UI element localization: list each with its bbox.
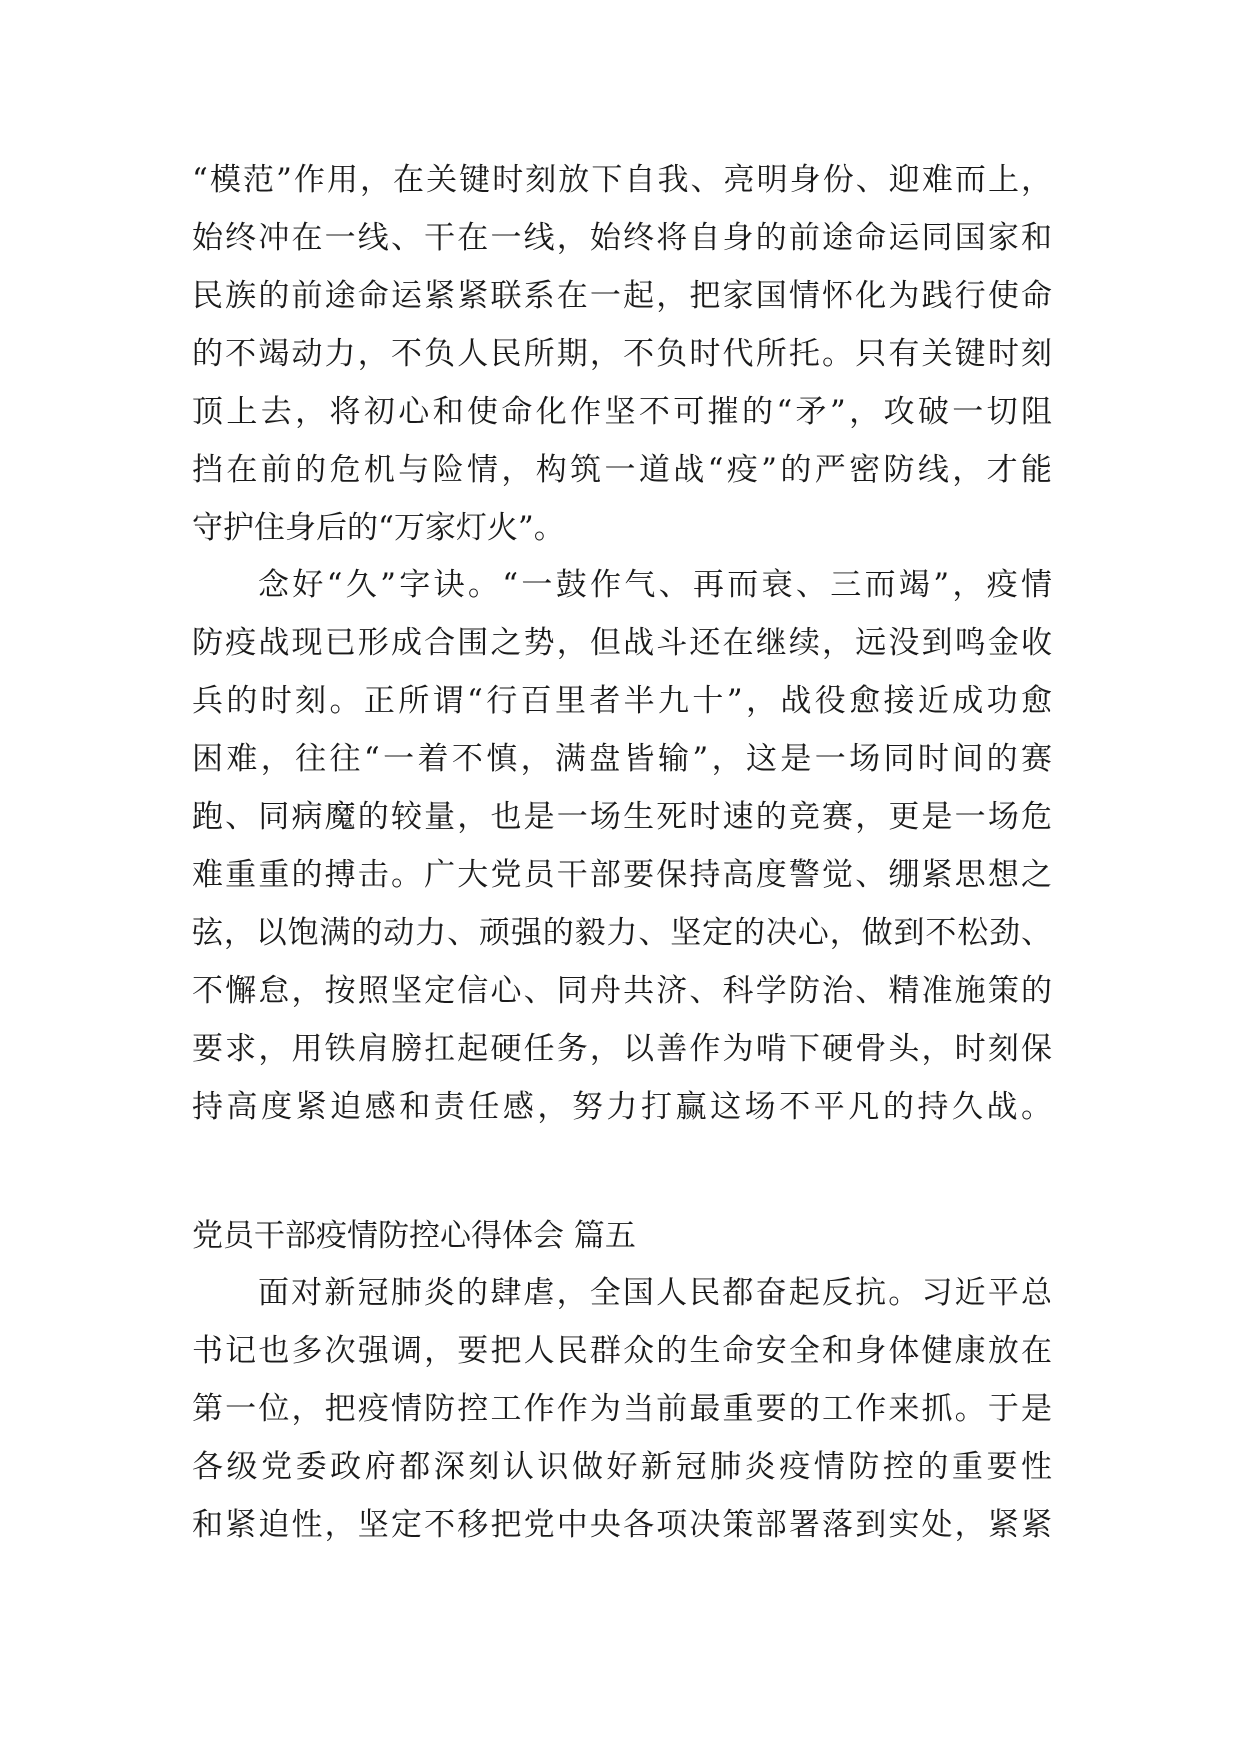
- paragraph-2-line: 念好“久”字诀。“一鼓作气、再而衰、三而竭”，疫情: [258, 567, 1052, 603]
- paragraph-2-line: [192, 1136, 1052, 1194]
- paragraph-2-line: 持高度紧迫感和责任感，努力打赢这场不平凡的持久战。: [192, 1089, 1052, 1125]
- paragraph-3-line: 第一位，把疫情防控工作作为当前最重要的工作来抓。于是: [192, 1391, 1052, 1427]
- paragraph-2-line: 兵的时刻。正所谓“行百里者半九十”，战役愈接近成功愈: [192, 683, 1052, 719]
- paragraph-2-line: 要求，用铁肩膀扛起硬任务，以善作为啃下硬骨头，时刻保: [192, 1031, 1052, 1067]
- paragraph-3-line: 面对新冠肺炎的肆虐，全国人民都奋起反抗。习近平总: [258, 1275, 1052, 1311]
- paragraph-1-line: 民族的前途命运紧紧联系在一起，把家国情怀化为践行使命: [192, 278, 1052, 314]
- paragraph-1: [192, 151, 1052, 557]
- paragraph-3-line: 和紧迫性，坚定不移把党中央各项决策部署落到实处，紧紧: [192, 1507, 1052, 1543]
- paragraph-2-line: 弦，以饱满的动力、顽强的毅力、坚定的决心，做到不松劲、: [192, 915, 1052, 951]
- paragraph-1-line: 挡在前的危机与险情，构筑一道战“疫”的严密防线，才能: [192, 452, 1052, 488]
- paragraph-1-line: 顶上去，将初心和使命化作坚不可摧的“矛”，攻破一切阻: [192, 394, 1052, 430]
- section-heading: 党员干部疫情防控心得体会 篇五: [192, 1218, 636, 1254]
- paragraph-1-line: 守护住身后的“万家灯火”。: [192, 510, 565, 546]
- paragraph-1-line: “模范”作用，在关键时刻放下自我、亮明身份、迎难而上，: [192, 162, 1052, 198]
- paragraph-2-line: 难重重的搏击。广大党员干部要保持高度警觉、绷紧思想之: [192, 857, 1052, 893]
- paragraph-3-line: 各级党委政府都深刻认识做好新冠肺炎疫情防控的重要性: [192, 1449, 1052, 1485]
- paragraph-2-line: 跑、同病魔的较量，也是一场生死时速的竞赛，更是一场危: [192, 799, 1052, 835]
- paragraph-1-line: 始终冲在一线、干在一线，始终将自身的前途命运同国家和: [192, 220, 1052, 256]
- paragraph-2-line: 困难，往往“一着不慎，满盘皆输”，这是一场同时间的赛: [192, 741, 1052, 777]
- paragraph-2: [192, 556, 1052, 1194]
- paragraph-2-line: 防疫战现已形成合围之势，但战斗还在继续，远没到鸣金收: [192, 625, 1052, 661]
- paragraph-3-line: 书记也多次强调，要把人民群众的生命安全和身体健康放在: [192, 1333, 1052, 1369]
- paragraph-1-line: 的不竭动力，不负人民所期，不负时代所托。只有关键时刻: [192, 336, 1052, 372]
- paragraph-3: [192, 1264, 1052, 1554]
- paragraph-2-line: 不懈怠，按照坚定信心、同舟共济、科学防治、精准施策的: [192, 973, 1052, 1009]
